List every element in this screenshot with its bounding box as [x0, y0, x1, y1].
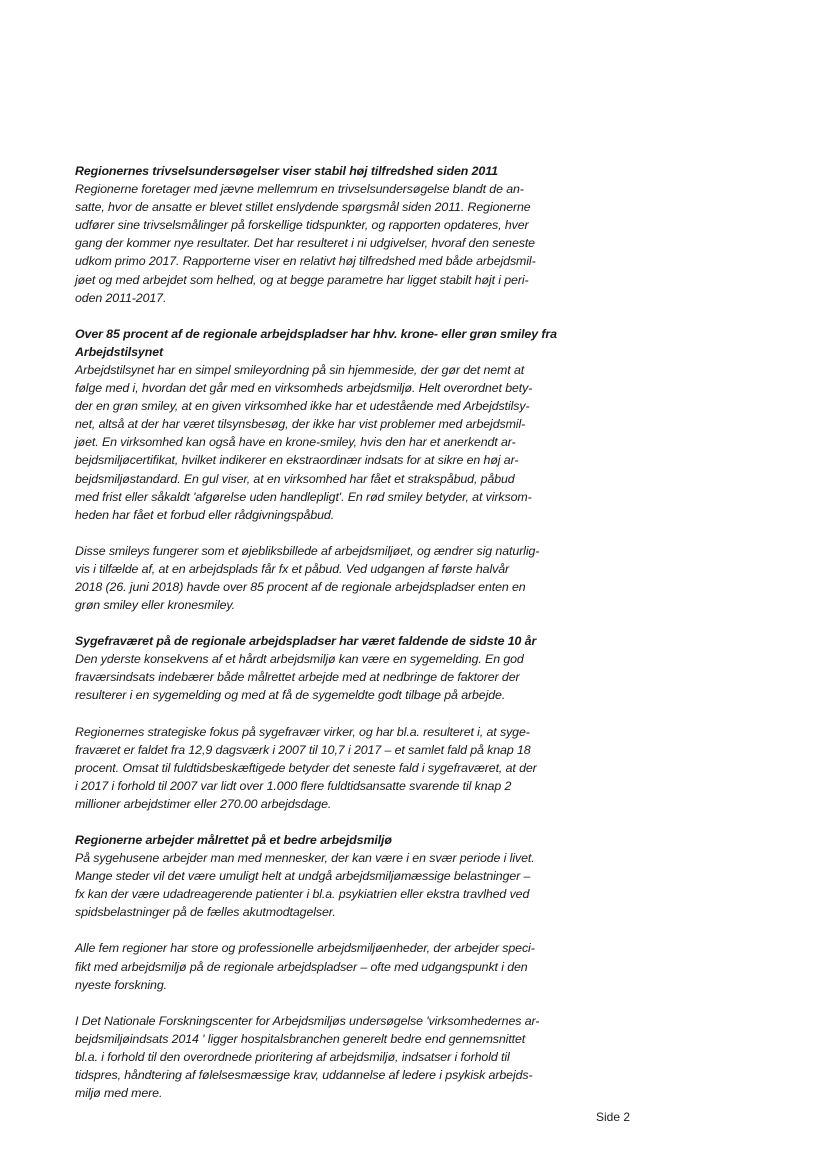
paragraph-line: net, altså at der har været tilsynsbesøg, der ikke har vist problemer med arbejdsmil-	[75, 417, 526, 432]
paragraph-line: Den yderste konsekvens af et hårdt arbejdsmiljø kan være en sygemelding. En god	[75, 652, 524, 667]
paragraph-line: procent. Omsat til fuldtidsbeskæftigede betyder det seneste fald i sygefraværet, at der	[75, 760, 537, 775]
paragraph-line: jøet. En virksomhed kan også have en krone-smiley, hvis den har et anerkendt ar-	[75, 435, 516, 450]
paragraph-line: fikt med arbejdsmiljø på de regionale arbejdspladser – ofte med udgangspunkt i den	[75, 959, 528, 974]
document-section	[75, 723, 565, 813]
paragraph-line: spidsbelastninger på de fælles akutmodtagelser.	[75, 905, 336, 920]
document-section	[75, 542, 565, 614]
paragraph-line: På sygehusene arbejder man med mennesker, der kan være i en svær periode i livet.	[75, 851, 535, 866]
paragraph-line: 2018 (26. juni 2018) havde over 85 procent af de regionale arbejdspladser enten en	[75, 579, 526, 594]
paragraph-line: bejdsmiljøstandard. En gul viser, at en virksomhed har fået et strakspåbud, påbud	[75, 471, 515, 486]
paragraph-line: vis i tilfælde af, at en arbejdsplads får fx et påbud. Ved udgangen af første halvår	[75, 561, 510, 576]
paragraph-line: Disse smileys fungerer som et øjebliksbillede af arbejdsmiljøet, og ændrer sig naturlig-	[75, 543, 540, 558]
paragraph-line: bl.a. i forhold til den overordnede prioritering af arbejdsmiljø, indsatser i forhold til	[75, 1049, 510, 1064]
section-heading-line: Sygefraværet på de regionale arbejdspladser har været faldende de sidste 10 år	[75, 634, 537, 649]
paragraph-line: heden har fået et forbud eller rådgivningspåbud.	[75, 507, 335, 522]
paragraph-line: Arbejdstilsynet har en simpel smileyordning på sin hjemmeside, der gør det nemt at	[75, 362, 525, 377]
paragraph-line: fx kan der være udadreagerende patienter i bl.a. psykiatrien eller ekstra travlhed ved	[75, 887, 530, 902]
section-heading-line: Regionerne arbejder målrettet på et bedre arbejdsmiljø	[75, 833, 392, 847]
paragraph-line: I Det Nationale Forskningscenter for Arbejdsmiljøs undersøgelse 'virksomhedernes ar-	[75, 1013, 540, 1028]
document-section	[75, 831, 565, 921]
paragraph-line: Regionernes strategiske fokus på sygefravær virker, og har bl.a. resulteret i, at syge-	[75, 724, 530, 739]
paragraph-line: Mange steder vil det være umuligt helt at undgå arbejdsmiljømæssige belastninger –	[75, 869, 531, 884]
paragraph-line: fraværsindsats indebærer både målrettet arbejde med at nedbringe de faktorer der	[75, 670, 520, 685]
section-heading-line: Over 85 procent af de regionale arbejdspladser har hhv. krone- eller grøn smiley fra	[75, 326, 557, 341]
paragraph-line: Regionerne foretager med jævne mellemrum en trivselsundersøgelse blandt de an-	[75, 182, 524, 197]
paragraph-line: udkom primo 2017. Rapporterne viser en relativt høj tilfredshed med både arbejdsmil-	[75, 254, 536, 269]
paragraph-line: millioner arbejdstimer eller 270.00 arbejdsdage.	[75, 796, 332, 811]
paragraph-line: der en grøn smiley, at en given virksomhed ikke har et udestående med Arbejdstilsy-	[75, 399, 530, 414]
paragraph-line: satte, hvor de ansatte er blevet stillet enslydende spørgsmål siden 2011. Regionerne	[75, 200, 531, 215]
paragraph-line: Alle fem regioner har store og professionelle arbejdsmiljøenheder, der arbejder speci-	[75, 941, 535, 956]
document-body	[75, 162, 565, 1120]
paragraph-line: fraværet er faldet fra 12,9 dagsværk i 2007 til 10,7 i 2017 – et samlet fald på knap 18	[75, 742, 531, 757]
paragraph-line: jøet og med arbejdet som helhed, og at begge parametre har ligget stabilt højt i peri-	[75, 272, 529, 287]
document-section	[75, 939, 565, 993]
paragraph-line: følge med i, hvordan det går med en virksomheds arbejdsmiljø. Helt overordnet bety-	[75, 381, 533, 396]
paragraph-line: miljø med mere.	[75, 1086, 163, 1101]
paragraph-line: udfører sine trivselsmålinger på forskellige tidspunkter, og rapporten opdateres, hver	[75, 218, 529, 233]
paragraph-line: gang der kommer nye resultater. Det har resulteret i ni udgivelser, hvoraf den seneste	[75, 236, 535, 251]
paragraph-line: bejdsmiljøindsats 2014 ' ligger hospitalsbranchen generelt bedre end gennemsnittet	[75, 1031, 526, 1046]
paragraph-line: oden 2011-2017.	[75, 290, 167, 305]
paragraph-line: tidspres, håndtering af følelsesmæssige krav, uddannelse af ledere i psykisk arbejds-	[75, 1068, 533, 1083]
section-heading-line: Regionernes trivselsundersøgelser viser stabil høj tilfredshed siden 2011	[75, 164, 498, 178]
document-section	[75, 325, 565, 524]
page-number: Side 2	[596, 1110, 631, 1124]
paragraph-line: med frist eller såkaldt 'afgørelse uden handlepligt'. En rød smiley betyder, at virksom-	[75, 489, 532, 504]
paragraph-line: resulterer i en sygemelding og med at få de sygemeldte godt tilbage på arbejde.	[75, 688, 506, 703]
document-section	[75, 632, 565, 704]
document-section	[75, 162, 565, 307]
paragraph-line: nyeste forskning.	[75, 977, 167, 992]
paragraph-line: bejdsmiljøcertifikat, hvilket indikerer en ekstraordinær indsats for at sikre en høj ar-	[75, 453, 519, 468]
paragraph-line: i 2017 i forhold til 2007 var lidt over 1.000 flere fuldtidsansatte svarende til knap 2	[75, 778, 512, 793]
paragraph-line: grøn smiley eller kronesmiley.	[75, 598, 235, 613]
document-section	[75, 1012, 565, 1102]
section-heading-line: Arbejdstilsynet	[75, 344, 164, 359]
